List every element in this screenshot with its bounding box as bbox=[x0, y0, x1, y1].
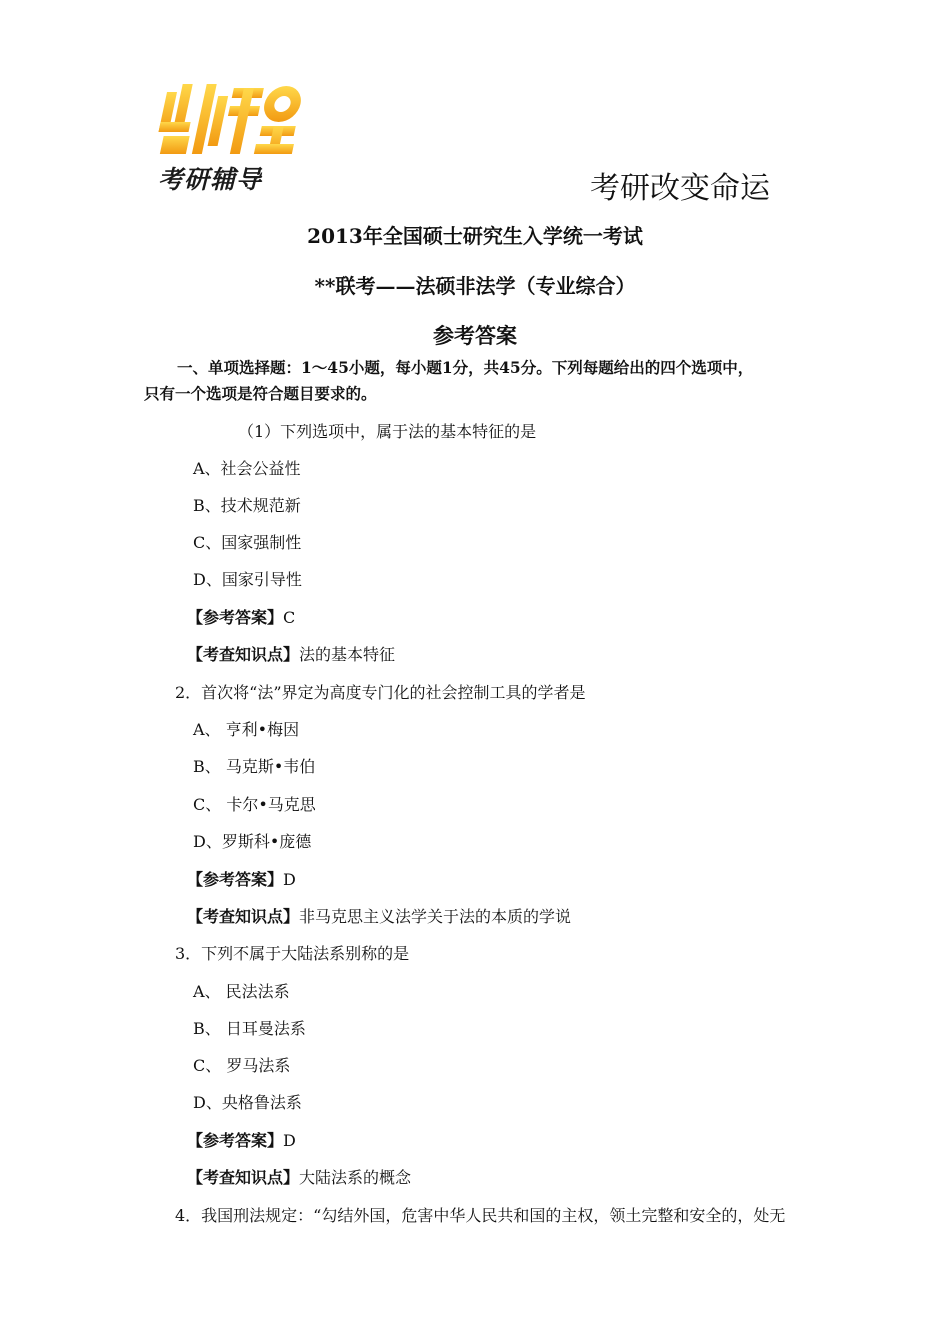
question-1-knowledge bbox=[187, 644, 395, 666]
instructions-line-2: 只有一个选项是符合题目要求的。 bbox=[144, 384, 377, 403]
section-instructions bbox=[144, 355, 814, 407]
question-1-option-a: A、社会公益性 bbox=[193, 459, 301, 478]
answer-value: C bbox=[283, 608, 296, 627]
question-3-answer bbox=[187, 1130, 296, 1152]
question-3-stem: 3．下列不属于大陆法系别称的是 bbox=[175, 944, 410, 963]
question-2-knowledge bbox=[187, 906, 571, 928]
answer-key-title: 参考答案 bbox=[433, 323, 517, 348]
answer-label: 【参考答案】 bbox=[187, 870, 284, 889]
question-3-option-c: C、 罗马法系 bbox=[193, 1056, 291, 1075]
knowledge-label: 【考查知识点】 bbox=[187, 645, 300, 664]
knowledge-label: 【考查知识点】 bbox=[187, 907, 300, 926]
question-2-option-d: D、罗斯科•庞德 bbox=[193, 832, 312, 851]
question-2-option-b: B、 马克斯•韦伯 bbox=[193, 757, 316, 776]
question-1-option-d: D、国家引导性 bbox=[193, 570, 302, 589]
knowledge-value: 大陆法系的概念 bbox=[299, 1168, 412, 1187]
question-1-answer bbox=[187, 607, 295, 629]
question-3-option-d: D、央格鲁法系 bbox=[193, 1093, 302, 1112]
instructions-line-1: 一、单项选择题：1～45小题，每小题1分，共45分。下列每题给出的四个选项中， bbox=[177, 358, 754, 377]
knowledge-label: 【考查知识点】 bbox=[187, 1168, 300, 1187]
answer-label: 【参考答案】 bbox=[187, 1131, 284, 1150]
answer-label: 【参考答案】 bbox=[187, 608, 284, 627]
question-1-option-b: B、技术规范新 bbox=[193, 496, 301, 515]
question-3-option-b: B、 日耳曼法系 bbox=[193, 1019, 306, 1038]
logo-subtitle: 考研辅导 bbox=[158, 165, 263, 194]
question-2-stem: 2．首次将“法”界定为高度专门化的社会控制工具的学者是 bbox=[175, 683, 586, 702]
answer-value: D bbox=[283, 1131, 296, 1150]
question-2-answer bbox=[187, 869, 296, 891]
exam-title: 2013年全国硕士研究生入学统一考试 bbox=[307, 224, 643, 248]
logo-mark-icon bbox=[156, 78, 302, 158]
knowledge-value: 法的基本特征 bbox=[299, 645, 396, 664]
question-3-option-a: A、 民法法系 bbox=[193, 982, 290, 1001]
question-3-knowledge bbox=[187, 1167, 411, 1189]
subject-title: **联考——法硕非法学（专业综合） bbox=[314, 274, 636, 298]
question-1-option-c: C、国家强制性 bbox=[193, 533, 302, 552]
knowledge-value: 非马克思主义法学关于法的本质的学说 bbox=[299, 907, 572, 926]
question-2-option-c: C、 卡尔•马克思 bbox=[193, 795, 316, 814]
question-4-stem: 4．我国刑法规定：“勾结外国，危害中华人民共和国的主权，领土完整和安全的，处无 bbox=[175, 1206, 786, 1225]
brand-logo bbox=[150, 72, 310, 202]
question-2-option-a: A、 亨利•梅因 bbox=[193, 720, 300, 739]
answer-value: D bbox=[283, 870, 296, 889]
question-1-stem: （1）下列选项中，属于法的基本特征的是 bbox=[238, 422, 537, 441]
slogan: 考研改变命运 bbox=[590, 171, 770, 206]
